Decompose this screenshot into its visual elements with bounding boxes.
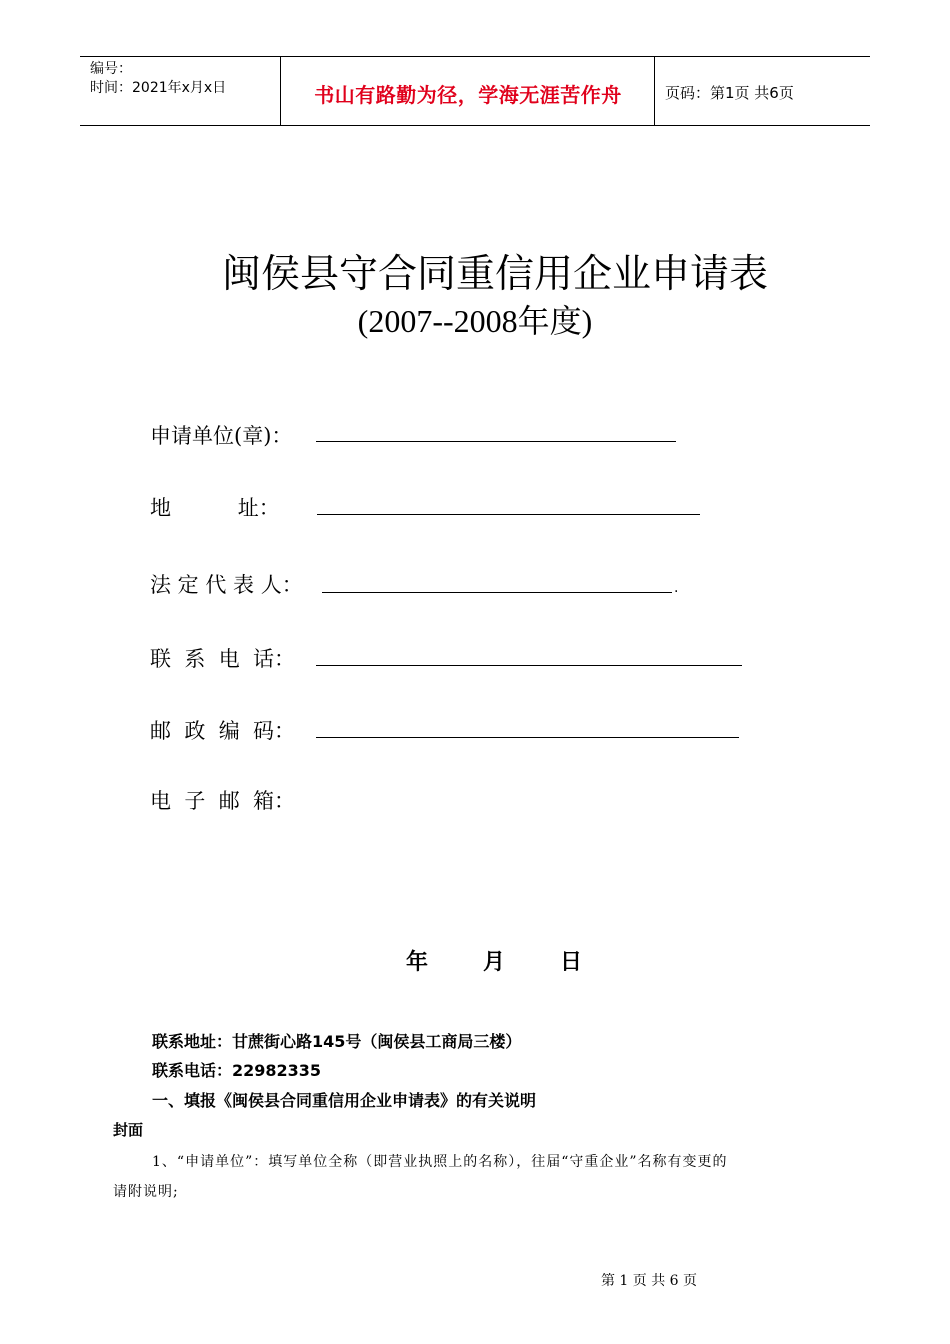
field-legal-rep-label: 法 定 代 表 人： bbox=[150, 573, 303, 597]
section-heading: 一、填报《闽侯县合同重信用企业申请表》的有关说明 bbox=[152, 1091, 537, 1110]
time-label: 时间：2021年x月x日 bbox=[90, 80, 227, 96]
trailing-dot: . bbox=[674, 580, 679, 596]
field-applicant-line[interactable] bbox=[316, 441, 676, 442]
contact-address: 联系地址：甘蔗街心路145号（闽侯县工商局三楼） bbox=[152, 1032, 522, 1051]
field-address-label: 地 址： bbox=[150, 496, 280, 520]
field-phone-label: 联 系 电 话： bbox=[150, 647, 296, 671]
field-email-label: 电 子 邮 箱： bbox=[150, 789, 296, 813]
field-postcode-line[interactable] bbox=[316, 737, 739, 738]
field-applicant-label: 申请单位(章)： bbox=[150, 424, 293, 448]
page-footer: 第 1 页 共 6 页 bbox=[600, 1273, 698, 1289]
header-table bbox=[80, 56, 870, 126]
note-line-1: 1、“申请单位”：填写单位全称（即营业执照上的名称），往届“守重企业”名称有变更的 bbox=[152, 1154, 728, 1170]
header-page-info: 页码：第1页 共6页 bbox=[665, 84, 794, 102]
header-meta bbox=[90, 60, 226, 98]
field-phone-line[interactable] bbox=[316, 665, 742, 666]
header-divider bbox=[280, 57, 281, 125]
contact-phone: 联系电话：22982335 bbox=[152, 1061, 322, 1080]
note-line-2: 请附说明; bbox=[113, 1184, 179, 1200]
field-address-line[interactable] bbox=[317, 514, 700, 515]
cover-label: 封面 bbox=[113, 1121, 144, 1139]
field-postcode-label: 邮 政 编 码： bbox=[150, 719, 296, 743]
document-title: 闽侯县守合同重信用企业申请表 bbox=[221, 252, 768, 297]
date-month: 月 bbox=[483, 950, 506, 975]
header-motto: 书山有路勤为径，学海无涯苦作舟 bbox=[314, 83, 622, 107]
field-legal-rep-line[interactable] bbox=[322, 592, 672, 593]
document-subtitle: (2007--2008年度) bbox=[357, 303, 593, 339]
date-day: 日 bbox=[560, 950, 583, 975]
date-year: 年 bbox=[406, 950, 429, 975]
header-divider bbox=[654, 57, 655, 125]
serial-label: 编号： bbox=[90, 61, 132, 77]
